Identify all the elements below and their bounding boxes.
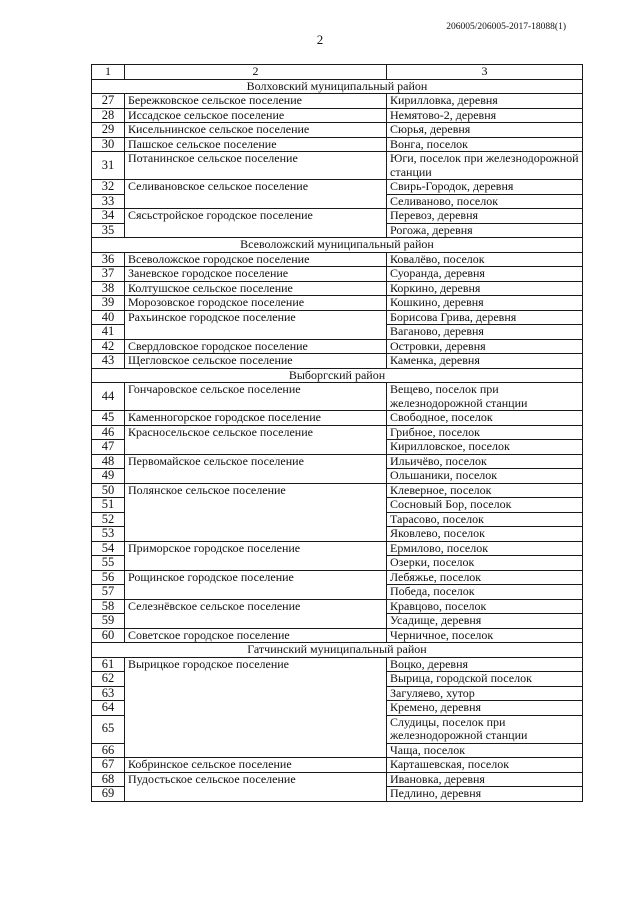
row-number: 62: [92, 672, 125, 687]
locality-name: Островки, деревня: [387, 339, 583, 354]
settlement-name: Свердловское городское поселение: [125, 339, 387, 354]
row-number: 28: [92, 108, 125, 123]
table-row: [92, 281, 583, 296]
locality-name: Ильичёво, поселок: [387, 454, 583, 469]
settlement-name: Полянское сельское поселение: [125, 483, 387, 498]
page-number: 2: [316, 32, 324, 47]
locality-name: Яковлево, поселок: [387, 527, 583, 542]
table-row: [92, 123, 583, 138]
locality-name: Карташевская, поселок: [387, 758, 583, 773]
row-number: 64: [92, 701, 125, 716]
settlement-name: Гончаровское сельское поселение: [125, 383, 387, 411]
locality-name: Борисова Грива, деревня: [387, 310, 583, 325]
locality-name: Селиваново, поселок: [387, 194, 583, 209]
table-row: [92, 223, 583, 238]
row-number: 65: [92, 715, 125, 743]
locality-name: Кремено, деревня: [387, 701, 583, 716]
table-row: [92, 715, 583, 743]
row-number: 51: [92, 498, 125, 513]
row-number: 27: [92, 94, 125, 109]
table-row: [92, 541, 583, 556]
row-number: 35: [92, 223, 125, 238]
locality-name: Ермилово, поселок: [387, 541, 583, 556]
settlement-name: Колтушское сельское поселение: [125, 281, 387, 296]
locality-name: Вонга, поселок: [387, 137, 583, 152]
table-row: [92, 701, 583, 716]
row-number: 29: [92, 123, 125, 138]
row-number: 60: [92, 628, 125, 643]
row-number: 55: [92, 556, 125, 571]
table-row: [92, 556, 583, 571]
table-row: [92, 252, 583, 267]
locality-name: Суоранда, деревня: [387, 267, 583, 282]
locality-name: Вещево, поселок при железнодорожной станции: [387, 383, 583, 411]
section-title: Всеволожский муниципальный район: [92, 238, 583, 253]
settlement-name: [125, 556, 387, 571]
table-row: [92, 787, 583, 802]
table-row: [92, 772, 583, 787]
locality-name: Чаща, поселок: [387, 743, 583, 758]
settlement-name: Кисельнинское сельское поселение: [125, 123, 387, 138]
settlement-name: Рахьинское городское поселение: [125, 310, 387, 325]
table-row: [92, 469, 583, 484]
locality-name: Свободное, поселок: [387, 411, 583, 426]
settlement-name: [125, 469, 387, 484]
row-number: 49: [92, 469, 125, 484]
locality-name: Ольшаники, поселок: [387, 469, 583, 484]
row-number: 61: [92, 657, 125, 672]
table-row: [92, 411, 583, 426]
column-header: 1: [92, 65, 125, 80]
settlement-name: Красносельское сельское поселение: [125, 425, 387, 440]
table-row: [92, 325, 583, 340]
row-number: 39: [92, 296, 125, 311]
settlement-name: Каменногорское городское поселение: [125, 411, 387, 426]
row-number: 69: [92, 787, 125, 802]
row-number: 34: [92, 209, 125, 224]
table-row: [92, 743, 583, 758]
settlement-name: Заневское городское поселение: [125, 267, 387, 282]
row-number: 48: [92, 454, 125, 469]
locality-name: Перевоз, деревня: [387, 209, 583, 224]
table-row: [92, 758, 583, 773]
table-row: [92, 152, 583, 180]
table-row: [92, 194, 583, 209]
row-number: 40: [92, 310, 125, 325]
locality-name: Ваганово, деревня: [387, 325, 583, 340]
row-number: 56: [92, 570, 125, 585]
row-number: 58: [92, 599, 125, 614]
row-number: 36: [92, 252, 125, 267]
section-title: Гатчинский муниципальный район: [92, 643, 583, 658]
table-row: [92, 425, 583, 440]
settlement-name: Сясьстройское городское поселение: [125, 209, 387, 224]
section-title: Выборгский район: [92, 368, 583, 383]
table-row: [92, 483, 583, 498]
row-number: 52: [92, 512, 125, 527]
row-number: 59: [92, 614, 125, 629]
table-row: [92, 383, 583, 411]
locality-name: Лебяжье, поселок: [387, 570, 583, 585]
row-number: 44: [92, 383, 125, 411]
settlement-name: Всеволожское городское поселение: [125, 252, 387, 267]
locality-name: Каменка, деревня: [387, 354, 583, 369]
row-number: 47: [92, 440, 125, 455]
settlement-name: [125, 440, 387, 455]
row-number: 57: [92, 585, 125, 600]
column-header: 3: [387, 65, 583, 80]
row-number: 38: [92, 281, 125, 296]
locality-name: Сюрья, деревня: [387, 123, 583, 138]
locality-name: Грибное, поселок: [387, 425, 583, 440]
locality-name: Юги, поселок при железнодорожной станции: [387, 152, 583, 180]
locality-name: Озерки, поселок: [387, 556, 583, 571]
section-header-row: [92, 643, 583, 658]
row-number: 31: [92, 152, 125, 180]
table-row: [92, 108, 583, 123]
settlement-name: [125, 686, 387, 701]
locality-name: Загуляево, хутор: [387, 686, 583, 701]
table-row: [92, 527, 583, 542]
table-body: [92, 65, 583, 802]
table-row: [92, 585, 583, 600]
locality-name: Кравцово, поселок: [387, 599, 583, 614]
document-id: 206005/206005-2017-18088(1): [446, 22, 566, 32]
settlement-name: [125, 701, 387, 716]
locality-name: Кирилловское, поселок: [387, 440, 583, 455]
locality-name: Свирь-Городок, деревня: [387, 180, 583, 195]
row-number: 63: [92, 686, 125, 701]
settlement-name: [125, 223, 387, 238]
locality-name: Коркино, деревня: [387, 281, 583, 296]
settlement-name: Бережковское сельское поселение: [125, 94, 387, 109]
settlement-name: Селивановское сельское поселение: [125, 180, 387, 195]
table-row: [92, 296, 583, 311]
table-row: [92, 94, 583, 109]
locality-name: Педлино, деревня: [387, 787, 583, 802]
locality-name: Кирилловка, деревня: [387, 94, 583, 109]
settlement-name: Селезнёвское сельское поселение: [125, 599, 387, 614]
settlement-name: [125, 325, 387, 340]
row-number: 45: [92, 411, 125, 426]
settlement-name: [125, 512, 387, 527]
settlement-name: Рощинское городское поселение: [125, 570, 387, 585]
table-row: [92, 209, 583, 224]
settlement-name: [125, 743, 387, 758]
row-number: 54: [92, 541, 125, 556]
table-row: [92, 137, 583, 152]
row-number: 53: [92, 527, 125, 542]
locality-name: Слудицы, поселок при железнодорожной станции: [387, 715, 583, 743]
locality-name: Черничное, поселок: [387, 628, 583, 643]
locality-name: Победа, поселок: [387, 585, 583, 600]
table-row: [92, 657, 583, 672]
settlement-name: [125, 787, 387, 802]
table-row: [92, 628, 583, 643]
row-number: 66: [92, 743, 125, 758]
locality-name: Ковалёво, поселок: [387, 252, 583, 267]
settlement-name: Потанинское сельское поселение: [125, 152, 387, 180]
row-number: 33: [92, 194, 125, 209]
settlement-name: Вырицкое городское поселение: [125, 657, 387, 672]
row-number: 67: [92, 758, 125, 773]
table-row: [92, 599, 583, 614]
settlement-name: Советское городское поселение: [125, 628, 387, 643]
table-row: [92, 440, 583, 455]
table-row: [92, 180, 583, 195]
locality-name: Усадище, деревня: [387, 614, 583, 629]
settlement-name: [125, 194, 387, 209]
table-row: [92, 454, 583, 469]
settlement-name: Щегловское сельское поселение: [125, 354, 387, 369]
table-header-row: [92, 65, 583, 80]
table-row: [92, 354, 583, 369]
section-header-row: [92, 79, 583, 94]
settlement-name: [125, 672, 387, 687]
table-row: [92, 498, 583, 513]
locality-name: Рогожа, деревня: [387, 223, 583, 238]
table-row: [92, 267, 583, 282]
settlement-name: [125, 715, 387, 743]
locality-name: Тарасово, поселок: [387, 512, 583, 527]
row-number: 30: [92, 137, 125, 152]
row-number: 43: [92, 354, 125, 369]
table-row: [92, 310, 583, 325]
locality-name: Кошкино, деревня: [387, 296, 583, 311]
section-header-row: [92, 368, 583, 383]
table-row: [92, 512, 583, 527]
table-row: [92, 614, 583, 629]
locality-name: Воцко, деревня: [387, 657, 583, 672]
settlement-name: [125, 585, 387, 600]
settlement-name: Иссадское сельское поселение: [125, 108, 387, 123]
settlement-name: Пашское сельское поселение: [125, 137, 387, 152]
row-number: 37: [92, 267, 125, 282]
row-number: 50: [92, 483, 125, 498]
locality-name: Немятово-2, деревня: [387, 108, 583, 123]
row-number: 32: [92, 180, 125, 195]
settlement-name: Первомайское сельское поселение: [125, 454, 387, 469]
table-row: [92, 686, 583, 701]
settlement-name: [125, 498, 387, 513]
locality-name: Вырица, городской поселок: [387, 672, 583, 687]
row-number: 41: [92, 325, 125, 340]
settlements-table: [91, 64, 583, 802]
row-number: 68: [92, 772, 125, 787]
settlement-name: Морозовское городское поселение: [125, 296, 387, 311]
table-row: [92, 672, 583, 687]
locality-name: Клеверное, поселок: [387, 483, 583, 498]
row-number: 42: [92, 339, 125, 354]
column-header: 2: [125, 65, 387, 80]
section-title: Волховский муниципальный район: [92, 79, 583, 94]
settlement-name: Приморское городское поселение: [125, 541, 387, 556]
settlement-name: [125, 527, 387, 542]
settlement-name: Пудостьское сельское поселение: [125, 772, 387, 787]
settlement-name: Кобринское сельское поселение: [125, 758, 387, 773]
table-row: [92, 339, 583, 354]
settlement-name: [125, 614, 387, 629]
row-number: 46: [92, 425, 125, 440]
section-header-row: [92, 238, 583, 253]
locality-name: Сосновый Бор, поселок: [387, 498, 583, 513]
table-row: [92, 570, 583, 585]
locality-name: Ивановка, деревня: [387, 772, 583, 787]
